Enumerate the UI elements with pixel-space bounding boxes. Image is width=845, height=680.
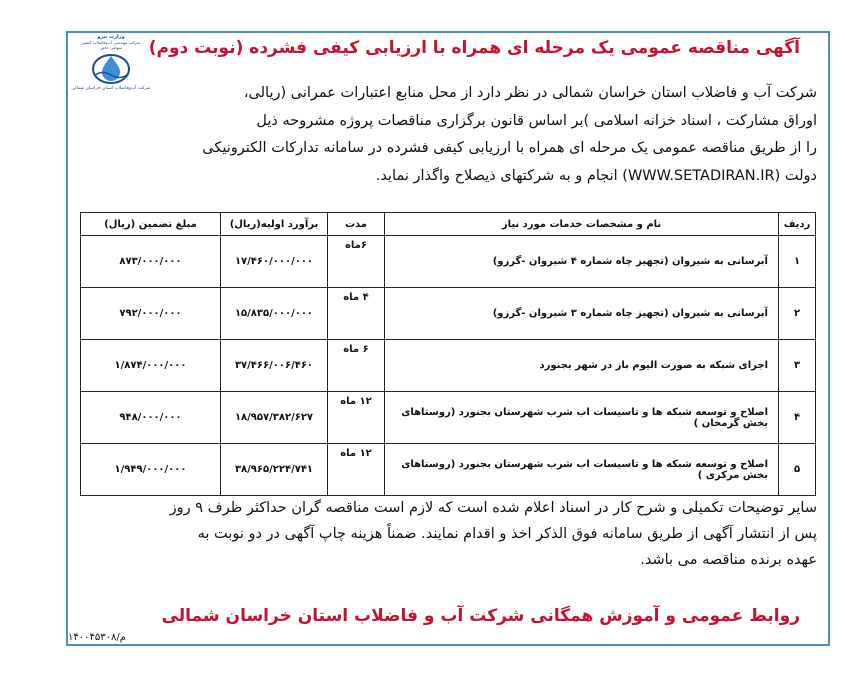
row-num: ۳ xyxy=(779,340,816,392)
intro-line: اوراق مشارکت ، اسناد خزانه اسلامی )بر اساس قانون برگزاری مناقصات پروژه مشروحه ذیل xyxy=(256,112,817,129)
table-row xyxy=(81,288,816,340)
row-deposit: ۱/۸۷۴/۰۰۰/۰۰۰ xyxy=(81,340,221,392)
logo-company: شرکت آب‌وفاضلاب استان خراسان شمالی xyxy=(71,86,151,91)
row-estimate: ۳۷/۴۶۶/۰۰۶/۴۶۰ xyxy=(221,340,328,392)
table-header-row xyxy=(81,213,816,236)
ad-title: آگهی مناقصه عمومی یک مرحله ای همراه با ارزیابی کیفی فشرده (نوبت دوم) xyxy=(148,38,800,58)
row-deposit: ۱/۹۴۹/۰۰۰/۰۰۰ xyxy=(81,444,221,496)
ad-code: م/۱۴۰۰۴۵۳۰۸ xyxy=(68,632,126,643)
row-desc: اجرای شبکه به صورت الیوم باز در شهر بجنورد xyxy=(385,340,779,392)
row-estimate: ۱۵/۸۳۵/۰۰۰/۰۰۰ xyxy=(221,288,328,340)
row-num: ۴ xyxy=(779,392,816,444)
header-estimate: برآورد اولیه(ریال) xyxy=(221,213,328,236)
row-duration: ۶ ماه xyxy=(328,340,385,392)
row-desc: آبرسانی به شیروان (تجهیز چاه شماره ۴ شیروان -گرزو) xyxy=(385,236,779,288)
row-num: ۲ xyxy=(779,288,816,340)
table-row xyxy=(81,340,816,392)
header-deposit: مبلغ تضمین (ریال) xyxy=(81,213,221,236)
intro-line: دولت (WWW.SETADIRAN.IR) انجام و به شرکتهای ذیصلاح واگذار نماید. xyxy=(375,167,817,184)
outro-line: پس از انتشار آگهی از طریق سامانه فوق الذکر اخذ و اقدام نمایند. ضمناً هزینه چاپ آگهی در دو نوبت به xyxy=(197,526,817,542)
row-num: ۱ xyxy=(779,236,816,288)
row-deposit: ۹۴۸/۰۰۰/۰۰۰ xyxy=(81,392,221,444)
header-desc: نام و مشخصات خدمات مورد نیاز xyxy=(385,213,779,236)
footer-signature: روابط عمومی و آموزش همگانی شرکت آب و فاضلاب استان خراسان شمالی xyxy=(161,606,800,626)
row-estimate: ۱۸/۹۵۷/۳۸۲/۶۲۷ xyxy=(221,392,328,444)
row-desc: اصلاح و توسعه شبکه ها و تاسیسات اب شرب شهرستان بجنورد (روستاهای بخش گرمخان ) xyxy=(385,392,779,444)
row-desc: اصلاح و توسعه شبکه ها و تاسیسات اب شرب شهرستان بجنورد (روستاهای بخش مرکزی ) xyxy=(385,444,779,496)
row-desc: آبرسانی به شیروان (تجهیز چاه شماره ۳ شیروان -گرزو) xyxy=(385,288,779,340)
row-num: ۵ xyxy=(779,444,816,496)
intro-paragraph xyxy=(72,80,817,190)
intro-line: شرکت آب و فاضلاب استان خراسان شمالی در نظر دارد از محل منابع اعتبارات عمرانی (ریالی، xyxy=(243,85,817,101)
outro-paragraph xyxy=(72,495,817,573)
row-duration: ۱۲ ماه xyxy=(328,444,385,496)
logo-holding: شرکت مهندسی آب‌وفاضلاب کشور xyxy=(81,40,141,45)
table-row xyxy=(81,236,816,288)
table-row xyxy=(81,392,816,444)
tender-table xyxy=(80,212,816,496)
header-num: ردیف xyxy=(779,213,816,236)
row-deposit: ۸۷۳/۰۰۰/۰۰۰ xyxy=(81,236,221,288)
logo-ministry: وزارت نیرو xyxy=(97,34,125,40)
intro-line: را از طریق مناقصه عمومی یک مرحله ای همراه با ارزیابی کیفی فشرده در سامانه تدارکات الکترونیکی xyxy=(202,140,817,156)
table-row xyxy=(81,444,816,496)
row-duration: ۶ماه xyxy=(328,236,385,288)
row-duration: ۱۲ ماه xyxy=(328,392,385,444)
row-estimate: ۱۷/۴۶۰/۰۰۰/۰۰۰ xyxy=(221,236,328,288)
row-duration: ۴ ماه xyxy=(328,288,385,340)
row-deposit: ۷۹۲/۰۰۰/۰۰۰ xyxy=(81,288,221,340)
row-estimate: ۳۸/۹۶۵/۲۲۴/۷۴۱ xyxy=(221,444,328,496)
outro-line: عهده برنده مناقصه می باشد. xyxy=(640,552,817,568)
header-duration: مدت xyxy=(328,213,385,236)
logo-status: سهامی خاص xyxy=(100,45,122,50)
outro-line: سایر توضیحات تکمیلی و شرح کار در اسناد اعلام شده است که لازم است مناقصه گران حداکثر ظرف ۹ روز xyxy=(169,500,817,516)
